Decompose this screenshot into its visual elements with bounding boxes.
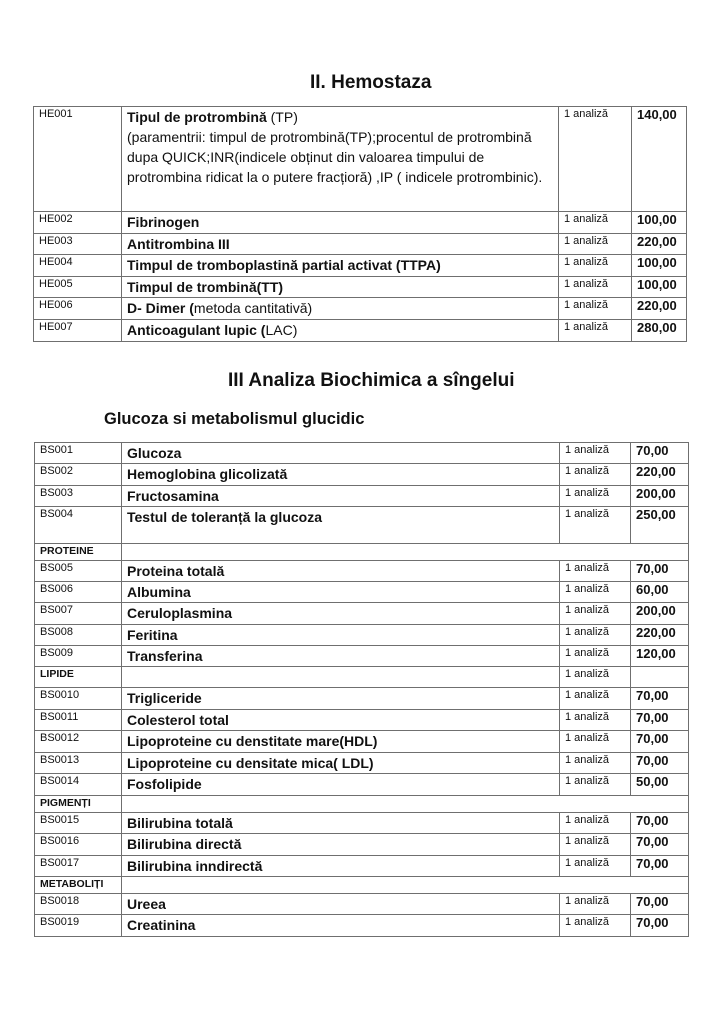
test-unit: 1 analiză bbox=[559, 277, 632, 298]
table-row bbox=[35, 710, 689, 731]
test-name-text: Glucoza bbox=[127, 445, 182, 461]
table-row bbox=[35, 731, 689, 753]
test-name-bold: Anticoagulant lupic ( bbox=[127, 322, 266, 338]
test-name bbox=[122, 646, 560, 667]
table-row bbox=[35, 688, 689, 710]
test-code: BS0016 bbox=[35, 834, 122, 856]
test-name-text: Ureea bbox=[127, 896, 166, 912]
test-name bbox=[122, 561, 560, 582]
table-row bbox=[34, 255, 687, 277]
test-name-text: Proteina totală bbox=[127, 563, 225, 579]
test-unit: 1 analiză bbox=[560, 915, 631, 937]
test-code: HE005 bbox=[34, 277, 122, 298]
test-unit: 1 analiză bbox=[560, 667, 631, 688]
table-row bbox=[35, 625, 689, 646]
test-unit: 1 analiză bbox=[560, 753, 631, 774]
test-unit: 1 analiză bbox=[559, 107, 632, 212]
test-price: 70,00 bbox=[631, 813, 689, 834]
test-unit: 1 analiză bbox=[560, 834, 631, 856]
test-unit: 1 analiză bbox=[559, 255, 632, 277]
test-name bbox=[122, 915, 560, 937]
test-name bbox=[122, 688, 560, 710]
test-code: HE004 bbox=[34, 255, 122, 277]
test-price: 220,00 bbox=[631, 464, 689, 486]
test-code: HE007 bbox=[34, 320, 122, 342]
test-name-text: Trigliceride bbox=[127, 690, 202, 706]
test-name bbox=[122, 507, 560, 544]
test-name-text: Lipoproteine cu denstitate mare(HDL) bbox=[127, 733, 378, 749]
test-price: 70,00 bbox=[631, 753, 689, 774]
test-unit: 1 analiză bbox=[560, 603, 631, 625]
test-name bbox=[122, 277, 559, 298]
table-row bbox=[35, 561, 689, 582]
test-price: 70,00 bbox=[631, 688, 689, 710]
test-code: BS0019 bbox=[35, 915, 122, 937]
group-empty-cell bbox=[122, 667, 560, 688]
group-label: PROTEINE bbox=[35, 544, 122, 561]
test-unit: 1 analiză bbox=[560, 582, 631, 603]
group-label: LIPIDE bbox=[35, 667, 122, 688]
test-code: HE006 bbox=[34, 298, 122, 320]
test-price: 200,00 bbox=[631, 486, 689, 507]
test-unit: 1 analiză bbox=[560, 464, 631, 486]
test-code: BS0012 bbox=[35, 731, 122, 753]
test-name bbox=[122, 856, 560, 877]
test-code: BS0014 bbox=[35, 774, 122, 796]
group-header-row bbox=[35, 667, 689, 688]
test-unit: 1 analiză bbox=[560, 443, 631, 464]
test-unit: 1 analiză bbox=[560, 486, 631, 507]
test-code: BS007 bbox=[35, 603, 122, 625]
test-name-text: Albumina bbox=[127, 584, 191, 600]
test-name-text: Testul de toleranță la glucoza bbox=[127, 509, 323, 525]
test-name bbox=[122, 298, 559, 320]
test-code: BS0010 bbox=[35, 688, 122, 710]
test-price: 220,00 bbox=[632, 298, 687, 320]
table-row bbox=[35, 834, 689, 856]
test-price: 250,00 bbox=[631, 507, 689, 544]
test-unit: 1 analiză bbox=[560, 710, 631, 731]
test-name-suffix: LAC) bbox=[265, 322, 298, 338]
test-code: BS008 bbox=[35, 625, 122, 646]
test-name bbox=[122, 813, 560, 834]
test-name-bold: Fibrinogen bbox=[127, 214, 200, 230]
test-price: 70,00 bbox=[631, 915, 689, 937]
test-name bbox=[122, 107, 559, 212]
test-unit: 1 analiză bbox=[560, 688, 631, 710]
test-price: 70,00 bbox=[631, 561, 689, 582]
test-name-text: Creatinina bbox=[127, 917, 196, 933]
test-description: (paramentrii: timpul de protrombină(TP);procentul de protrombină dupa QUICK;INR(indicele obținut din valoarea timpului de protrombina ridicat la o putere fracțioră) ,IP ( indicele protrombinic). bbox=[127, 129, 543, 185]
test-price: 60,00 bbox=[631, 582, 689, 603]
test-price: 140,00 bbox=[632, 107, 687, 212]
table-row bbox=[35, 894, 689, 915]
group-empty-cell bbox=[122, 796, 689, 813]
group-label: PIGMENȚI bbox=[35, 796, 122, 813]
table-row bbox=[35, 443, 689, 464]
test-price: 70,00 bbox=[631, 856, 689, 877]
test-name-bold: Timpul de tromboplastină partial activat (TTPA) bbox=[127, 257, 441, 273]
test-unit: 1 analiză bbox=[559, 234, 632, 255]
section-title-hemostaza: II. Hemostaza bbox=[310, 72, 432, 93]
test-name bbox=[122, 443, 560, 464]
test-code: BS003 bbox=[35, 486, 122, 507]
test-unit: 1 analiză bbox=[560, 731, 631, 753]
test-name bbox=[122, 603, 560, 625]
table-row bbox=[35, 813, 689, 834]
subsection-title-glucoza: Glucoza si metabolismul glucidic bbox=[104, 410, 365, 428]
test-name bbox=[122, 774, 560, 796]
test-name bbox=[122, 894, 560, 915]
table-row bbox=[34, 107, 687, 212]
table-row bbox=[35, 856, 689, 877]
test-unit: 1 analiză bbox=[560, 856, 631, 877]
test-unit: 1 analiză bbox=[560, 507, 631, 544]
test-name bbox=[122, 731, 560, 753]
test-name-text: Bilirubina inndirectă bbox=[127, 858, 263, 874]
test-unit: 1 analiză bbox=[560, 625, 631, 646]
test-unit: 1 analiză bbox=[560, 561, 631, 582]
group-header-row bbox=[35, 877, 689, 894]
test-code: BS0017 bbox=[35, 856, 122, 877]
test-name-text: Bilirubina totală bbox=[127, 815, 233, 831]
test-price: 220,00 bbox=[632, 234, 687, 255]
test-name-text: Fructosamina bbox=[127, 488, 219, 504]
test-name bbox=[122, 753, 560, 774]
table-row bbox=[35, 582, 689, 603]
table-row bbox=[34, 320, 687, 342]
test-unit: 1 analiză bbox=[560, 894, 631, 915]
test-price: 70,00 bbox=[631, 710, 689, 731]
test-code: BS0013 bbox=[35, 753, 122, 774]
test-price: 70,00 bbox=[631, 443, 689, 464]
table-row bbox=[35, 915, 689, 937]
test-code: HE002 bbox=[34, 212, 122, 234]
test-unit: 1 analiză bbox=[559, 298, 632, 320]
test-price: 70,00 bbox=[631, 834, 689, 856]
test-code: HE001 bbox=[34, 107, 122, 212]
group-empty-cell bbox=[122, 544, 689, 561]
test-unit: 1 analiză bbox=[559, 212, 632, 234]
test-price: 120,00 bbox=[631, 646, 689, 667]
group-header-row bbox=[35, 796, 689, 813]
test-price: 70,00 bbox=[631, 731, 689, 753]
section-title-biochimica: III Analiza Biochimica a sîngelui bbox=[228, 370, 515, 391]
test-name-text: Fosfolipide bbox=[127, 776, 202, 792]
test-price: 100,00 bbox=[632, 277, 687, 298]
test-name bbox=[122, 710, 560, 731]
test-code: BS002 bbox=[35, 464, 122, 486]
test-name bbox=[122, 464, 560, 486]
test-price: 100,00 bbox=[632, 255, 687, 277]
test-code: HE003 bbox=[34, 234, 122, 255]
table-row bbox=[34, 212, 687, 234]
table-row bbox=[34, 277, 687, 298]
test-name bbox=[122, 582, 560, 603]
table-row bbox=[35, 486, 689, 507]
test-price: 200,00 bbox=[631, 603, 689, 625]
test-unit: 1 analiză bbox=[559, 320, 632, 342]
test-code: BS001 bbox=[35, 443, 122, 464]
test-name bbox=[122, 320, 559, 342]
test-name-text: Feritina bbox=[127, 627, 178, 643]
table-row bbox=[35, 603, 689, 625]
group-label: METABOLIȚI bbox=[35, 877, 122, 894]
test-name-bold: Timpul de trombină(TT) bbox=[127, 279, 284, 295]
test-name-text: Lipoproteine cu densitate mica( LDL) bbox=[127, 755, 374, 771]
test-price: 70,00 bbox=[631, 894, 689, 915]
test-code: BS004 bbox=[35, 507, 122, 544]
test-name-bold: Antitrombina III bbox=[127, 236, 230, 252]
test-name-text: Ceruloplasmina bbox=[127, 605, 233, 621]
test-code: BS0018 bbox=[35, 894, 122, 915]
group-empty-price bbox=[631, 667, 689, 688]
group-header-row bbox=[35, 544, 689, 561]
test-price: 100,00 bbox=[632, 212, 687, 234]
test-unit: 1 analiză bbox=[560, 774, 631, 796]
test-name-suffix: metoda cantitativă) bbox=[193, 300, 313, 316]
test-code: BS006 bbox=[35, 582, 122, 603]
test-unit: 1 analiză bbox=[560, 813, 631, 834]
test-name bbox=[122, 212, 559, 234]
test-name bbox=[122, 625, 560, 646]
table-row bbox=[35, 774, 689, 796]
table-row bbox=[35, 646, 689, 667]
group-empty-cell bbox=[122, 877, 689, 894]
table-row bbox=[35, 464, 689, 486]
table-row bbox=[34, 298, 687, 320]
test-name-bold: Tipul de protrombină bbox=[127, 109, 267, 125]
test-name-text: Transferina bbox=[127, 648, 203, 664]
test-name-suffix: (TP) bbox=[266, 109, 298, 125]
test-code: BS0011 bbox=[35, 710, 122, 731]
test-price: 280,00 bbox=[632, 320, 687, 342]
biochimica-price-table bbox=[34, 442, 689, 937]
test-name bbox=[122, 255, 559, 277]
test-unit: 1 analiză bbox=[560, 646, 631, 667]
test-price: 50,00 bbox=[631, 774, 689, 796]
table-row bbox=[34, 234, 687, 255]
test-name bbox=[122, 834, 560, 856]
test-price: 220,00 bbox=[631, 625, 689, 646]
table-row bbox=[35, 753, 689, 774]
test-code: BS005 bbox=[35, 561, 122, 582]
test-name-text: Hemoglobina glicolizată bbox=[127, 466, 288, 482]
test-code: BS009 bbox=[35, 646, 122, 667]
test-name bbox=[122, 486, 560, 507]
table-row bbox=[35, 507, 689, 544]
hemostaza-price-table bbox=[33, 106, 687, 342]
test-name-bold: D- Dimer ( bbox=[127, 300, 194, 316]
test-name-text: Colesterol total bbox=[127, 712, 229, 728]
test-name bbox=[122, 234, 559, 255]
test-name-text: Bilirubina directă bbox=[127, 836, 242, 852]
test-code: BS0015 bbox=[35, 813, 122, 834]
